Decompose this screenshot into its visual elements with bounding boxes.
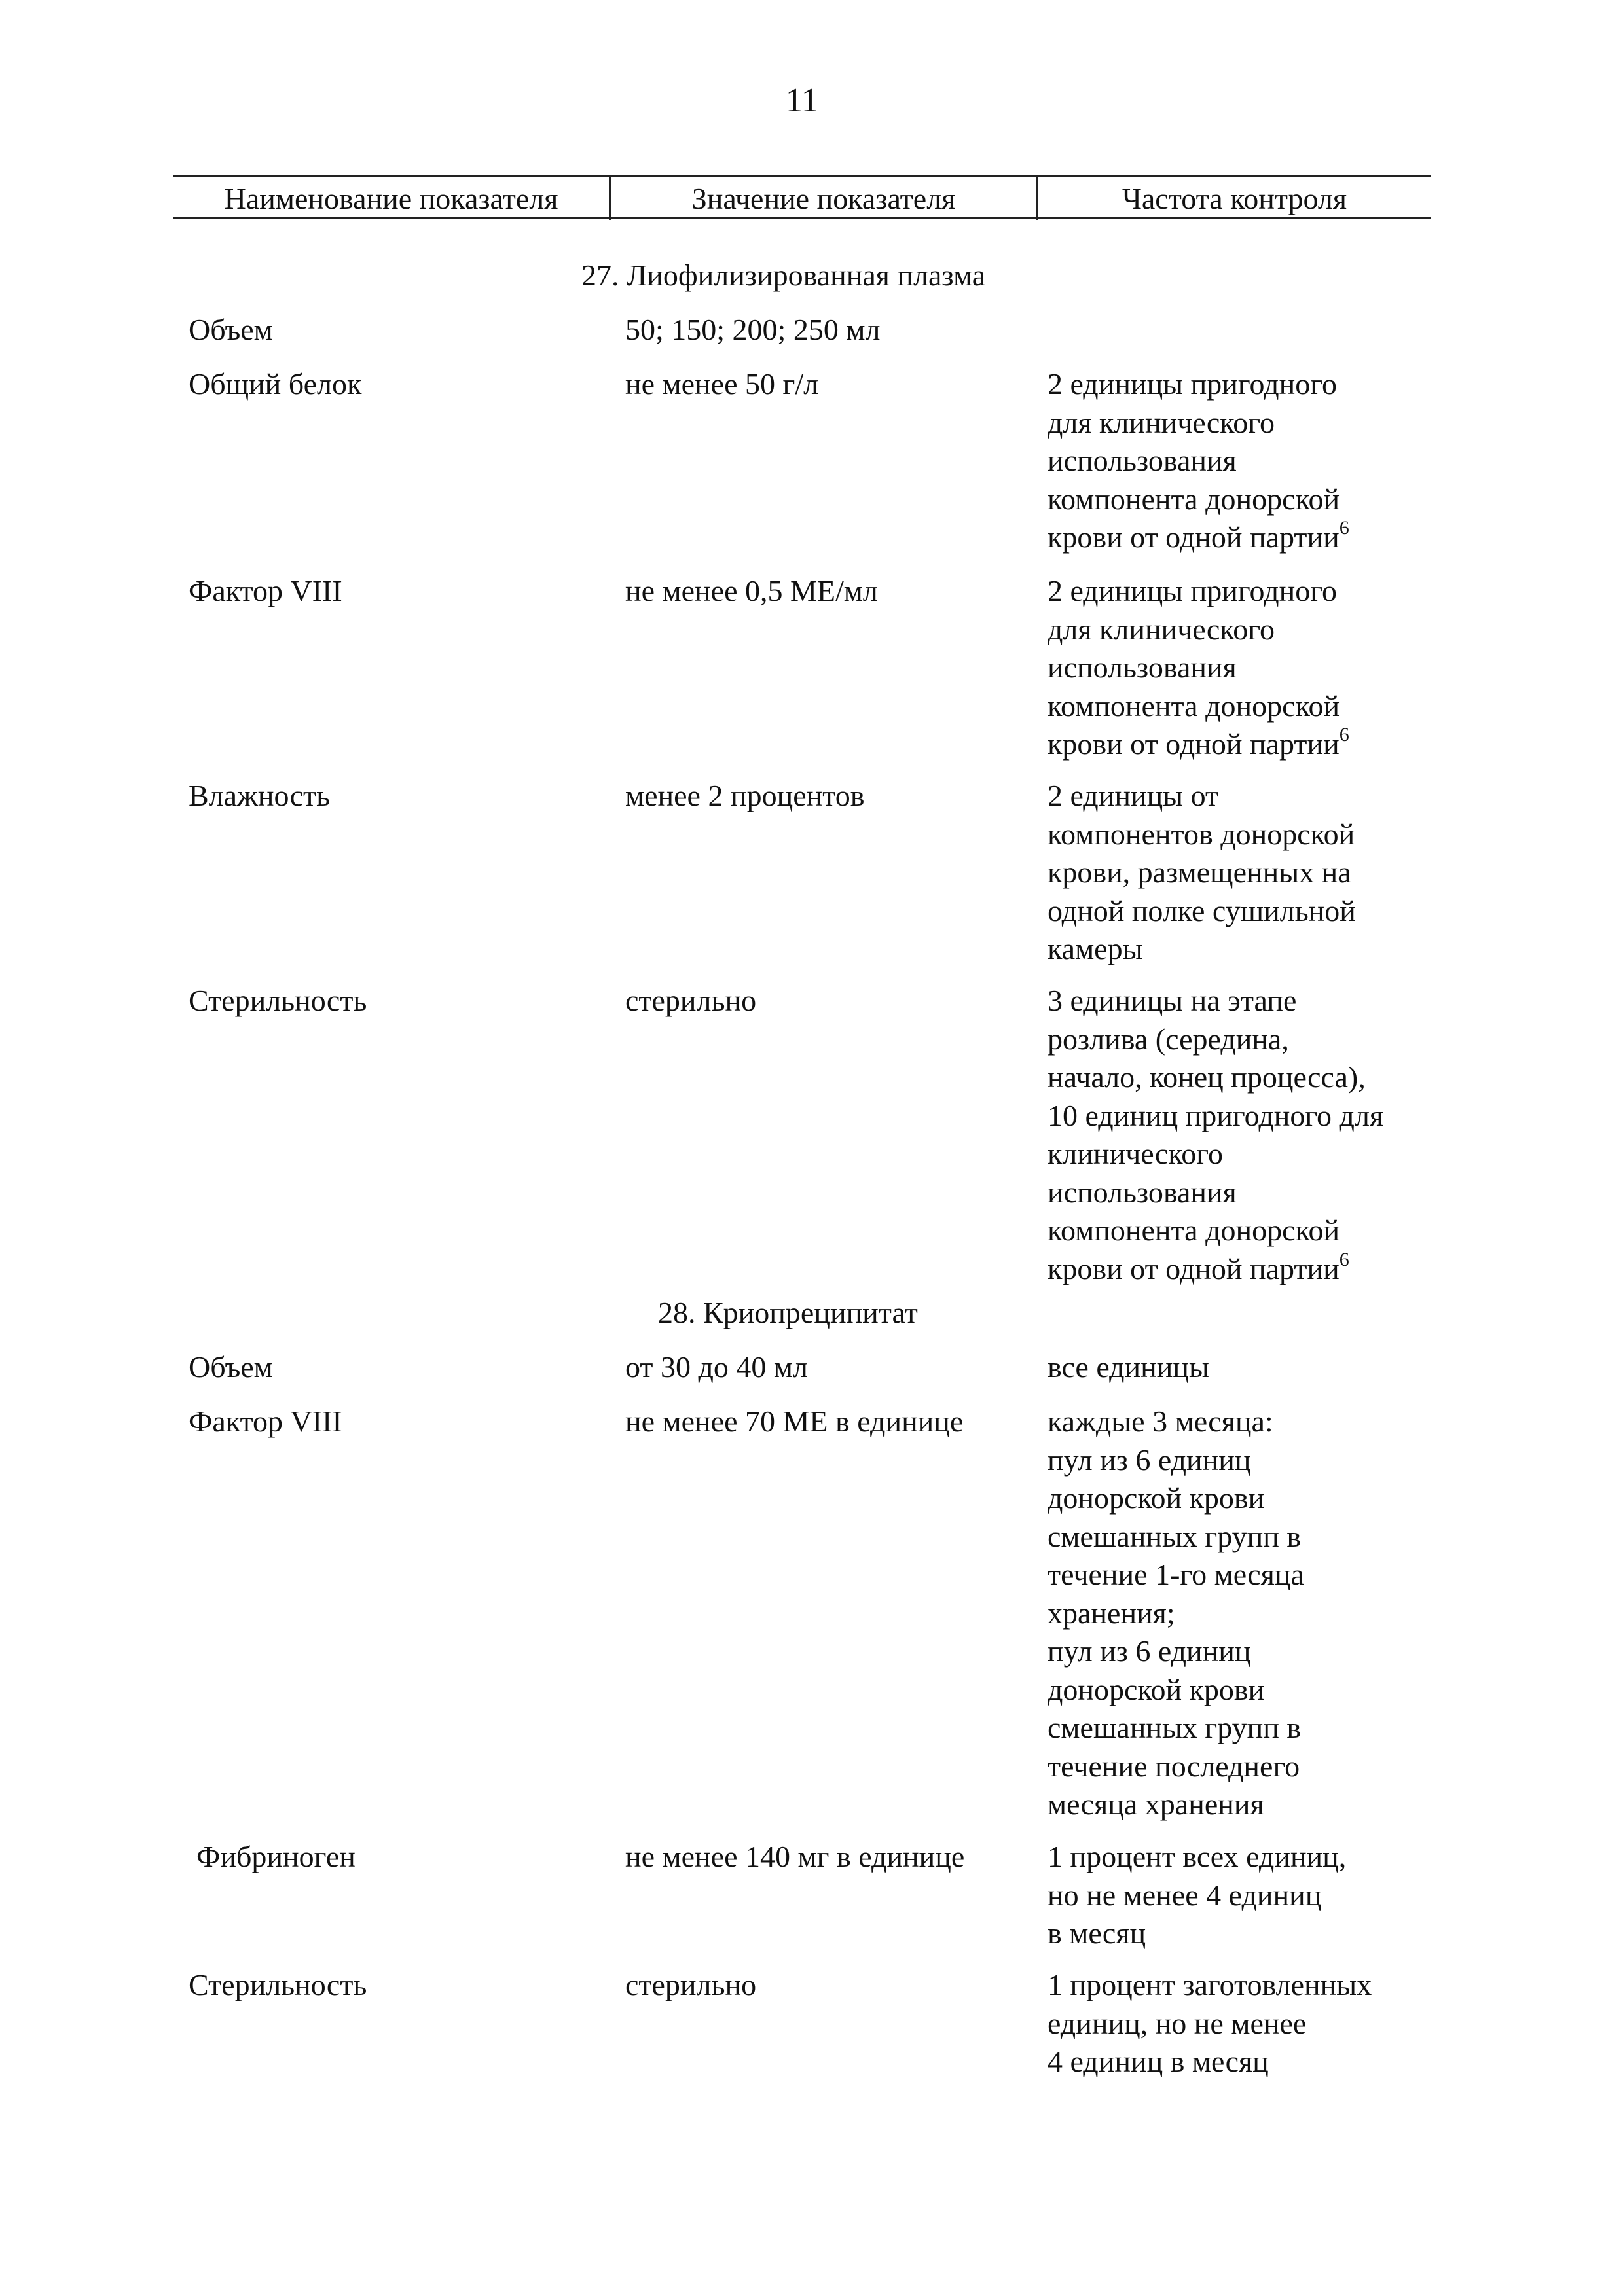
frequency-line: начало, конец процесса), xyxy=(1048,1060,1366,1094)
frequency-line: камеры xyxy=(1048,932,1143,965)
page-number: 11 xyxy=(785,82,819,119)
indicator-value: от 30 до 40 мл xyxy=(625,1350,808,1384)
frequency-line: использования xyxy=(1048,1175,1237,1209)
frequency-line: использования xyxy=(1048,444,1237,477)
frequency-line: 2 единицы пригодного xyxy=(1048,574,1337,607)
frequency-line: пул из 6 единиц xyxy=(1048,1634,1251,1668)
indicator-value: менее 2 процентов xyxy=(625,779,865,812)
control-frequency xyxy=(1048,1838,1346,1953)
frequency-line: хранения; xyxy=(1048,1596,1175,1630)
control-frequency xyxy=(1048,1348,1209,1387)
indicator-value: не менее 140 мг в единице xyxy=(625,1840,965,1873)
indicator-value: 50; 150; 200; 250 мл xyxy=(625,313,881,346)
indicator-name: Фактор VIII xyxy=(189,1405,342,1438)
frequency-line: но не менее 4 единиц xyxy=(1048,1878,1322,1912)
frequency-line: 1 процент заготовленных xyxy=(1048,1968,1372,2001)
control-frequency xyxy=(1048,1966,1372,2081)
header-col-value: Значение показателя xyxy=(691,182,956,215)
frequency-line: единиц, но не менее xyxy=(1048,2006,1307,2040)
frequency-line: донорской крови xyxy=(1048,1481,1265,1515)
footnote-ref: 6 xyxy=(1339,724,1349,745)
footnote-ref: 6 xyxy=(1339,517,1349,539)
frequency-line: розлива (середина, xyxy=(1048,1022,1289,1056)
frequency-line: компонента донорской xyxy=(1048,482,1340,516)
frequency-line: в месяц xyxy=(1048,1916,1146,1950)
header-col-frequency: Частота контроля xyxy=(1122,182,1347,215)
indicator-name: Стерильность xyxy=(189,1968,367,2001)
frequency-line: смешанных групп в xyxy=(1048,1519,1302,1553)
indicator-value: стерильно xyxy=(625,984,757,1017)
frequency-line: 1 процент всех единиц, xyxy=(1048,1840,1347,1873)
frequency-line-last xyxy=(1048,1250,1383,1289)
frequency-line: использования xyxy=(1048,651,1237,684)
frequency-line: компонента донорской xyxy=(1048,689,1340,723)
indicator-name: Фибриноген xyxy=(196,1840,356,1873)
frequency-line: течение 1-го месяца xyxy=(1048,1558,1304,1591)
frequency-line: каждые 3 месяца: xyxy=(1048,1405,1273,1438)
control-frequency xyxy=(1048,1403,1304,1824)
frequency-line: для клинического xyxy=(1048,405,1275,439)
frequency-line: 10 единиц пригодного для xyxy=(1048,1098,1384,1132)
footnote-ref: 6 xyxy=(1339,1248,1349,1270)
frequency-line: крови от одной партии xyxy=(1048,727,1340,761)
indicator-name: Объем xyxy=(189,1350,273,1384)
frequency-line: 2 единицы от xyxy=(1048,779,1219,812)
frequency-line: 4 единиц в месяц xyxy=(1048,2045,1269,2078)
control-frequency xyxy=(1048,777,1356,969)
indicator-value: не менее 0,5 МЕ/мл xyxy=(625,574,878,607)
section-title: 28. Криопреципитат xyxy=(658,1296,918,1329)
control-frequency xyxy=(1048,365,1349,557)
indicator-name: Влажность xyxy=(189,779,331,812)
header-col-name: Наименование показателя xyxy=(224,182,558,215)
frequency-line: крови, размещенных на xyxy=(1048,855,1351,889)
indicator-name: Фактор VIII xyxy=(189,574,342,607)
indicator-value: не менее 70 МЕ в единице xyxy=(625,1405,964,1438)
frequency-line: одной полке сушильной xyxy=(1048,893,1356,927)
indicator-name: Общий белок xyxy=(189,367,362,401)
frequency-line: все единицы xyxy=(1048,1350,1209,1384)
header-top-rule xyxy=(173,175,1431,177)
indicator-value: стерильно xyxy=(625,1968,757,2001)
frequency-line-last xyxy=(1048,518,1349,557)
indicator-name: Стерильность xyxy=(189,984,367,1017)
control-frequency xyxy=(1048,982,1383,1288)
frequency-line: 2 единицы пригодного xyxy=(1048,367,1337,401)
frequency-line: 3 единицы на этапе xyxy=(1048,984,1297,1017)
frequency-line-last xyxy=(1048,725,1349,764)
frequency-line: компонентов донорской xyxy=(1048,817,1355,851)
section-title: 27. Лиофилизированная плазма xyxy=(581,259,986,292)
header-bottom-rule xyxy=(173,217,1431,219)
frequency-line: крови от одной партии xyxy=(1048,520,1340,554)
frequency-line: течение последнего xyxy=(1048,1749,1300,1783)
indicator-value: не менее 50 г/л xyxy=(625,367,819,401)
frequency-line: пул из 6 единиц xyxy=(1048,1443,1251,1477)
frequency-line: крови от одной партии xyxy=(1048,1251,1340,1285)
frequency-line: компонента донорской xyxy=(1048,1213,1340,1247)
indicator-name: Объем xyxy=(189,313,273,346)
frequency-line: для клинического xyxy=(1048,612,1275,646)
frequency-line: месяца хранения xyxy=(1048,1787,1264,1821)
frequency-line: смешанных групп в xyxy=(1048,1711,1302,1744)
frequency-line: клинического xyxy=(1048,1137,1224,1170)
control-frequency xyxy=(1048,572,1349,764)
frequency-line: донорской крови xyxy=(1048,1672,1265,1706)
